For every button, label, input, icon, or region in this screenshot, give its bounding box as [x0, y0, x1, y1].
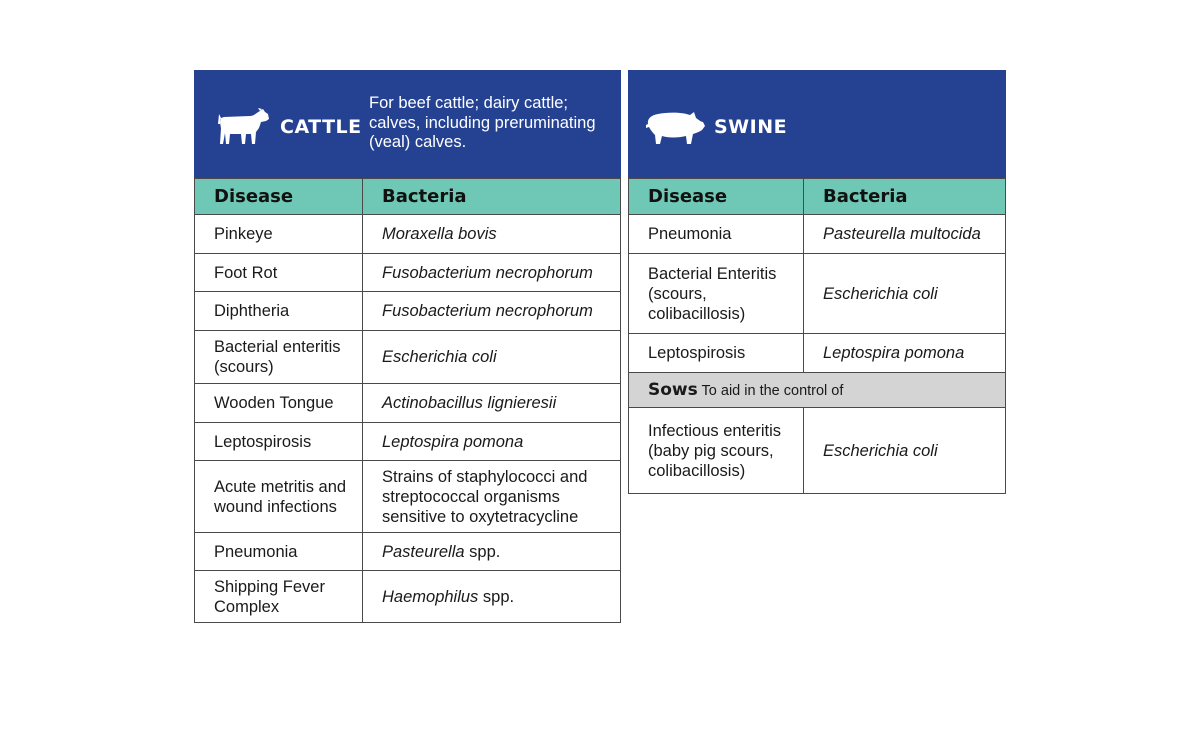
column-header-disease: Disease: [195, 179, 363, 215]
table-row: [195, 215, 621, 254]
disease-cell: Leptospirosis: [195, 423, 363, 461]
swine-header: [628, 70, 1006, 178]
disease-cell: Shipping Fever Complex: [195, 571, 363, 623]
cow-icon: [216, 108, 270, 151]
disease-cell: Leptospirosis: [629, 334, 804, 373]
cattle-header: [194, 70, 621, 178]
disease-cell: Wooden Tongue: [195, 384, 363, 423]
bacteria-cell: [363, 571, 621, 623]
bacteria-cell: [363, 533, 621, 571]
bacteria-cell: Pasteurella multocida: [804, 215, 1006, 254]
column-header-bacteria: Bacteria: [804, 179, 1006, 215]
bacteria-cell: Escherichia coli: [363, 331, 621, 384]
table-row: [629, 254, 1006, 334]
bacteria-cell: Moraxella bovis: [363, 215, 621, 254]
bacteria-suffix: spp.: [464, 542, 501, 561]
disease-cell: Pneumonia: [629, 215, 804, 254]
disease-cell: Bacterial enteritis (scours): [195, 331, 363, 384]
bacteria-suffix: spp.: [478, 587, 515, 606]
table-row: [629, 408, 1006, 494]
table-row: [195, 423, 621, 461]
disease-cell: Pinkeye: [195, 215, 363, 254]
sows-label: Sows: [648, 379, 698, 400]
column-header-disease: Disease: [629, 179, 804, 215]
disease-cell: Infectious enteritis (baby pig scours, colibacillosis): [629, 408, 804, 494]
disease-cell: Pneumonia: [195, 533, 363, 571]
bacteria-cell: Escherichia coli: [804, 254, 1006, 334]
column-header-bacteria: Bacteria: [363, 179, 621, 215]
bacteria-cell: Leptospira pomona: [363, 423, 621, 461]
sows-text: To aid in the control of: [701, 382, 844, 399]
sows-band: [629, 373, 1006, 408]
cattle-note: For beef cattle; dairy cattle; calves, including preruminating (veal) calves.: [369, 94, 596, 151]
bacteria-genus: Haemophilus: [382, 587, 479, 606]
pig-icon: [646, 110, 706, 151]
bacteria-cell: Fusobacterium necrophorum: [363, 254, 621, 292]
bacteria-genus: Pasteurella: [382, 542, 465, 561]
disease-cell: Foot Rot: [195, 254, 363, 292]
bacteria-cell: Escherichia coli: [804, 408, 1006, 494]
table-row: [195, 292, 621, 331]
bacteria-cell: Actinobacillus lignieresii: [363, 384, 621, 423]
table-header-row: [195, 179, 621, 215]
table-row: [629, 215, 1006, 254]
swine-title: SWINE: [714, 116, 788, 138]
bacteria-cell: Strains of staphylococci and streptococcal organisms sensitive to oxytetracycline: [363, 461, 621, 533]
cattle-table: [194, 178, 621, 623]
disease-cell: Acute metritis and wound infections: [195, 461, 363, 533]
table-row: [195, 533, 621, 571]
bacteria-cell: Fusobacterium necrophorum: [363, 292, 621, 331]
table-row: [195, 254, 621, 292]
disease-cell: Bacterial Enteritis (scours, colibacillosis): [629, 254, 804, 334]
disease-cell: Diphtheria: [195, 292, 363, 331]
table-row: [195, 571, 621, 623]
table-row: [629, 334, 1006, 373]
table-row: [195, 331, 621, 384]
swine-panel: [628, 70, 1006, 494]
swine-table: [628, 178, 1006, 494]
table-row: [195, 461, 621, 533]
table-row: [195, 384, 621, 423]
bacteria-cell: Leptospira pomona: [804, 334, 1006, 373]
cattle-panel: [194, 70, 621, 623]
cattle-title: CATTLE: [280, 116, 362, 138]
table-header-row: [629, 179, 1006, 215]
